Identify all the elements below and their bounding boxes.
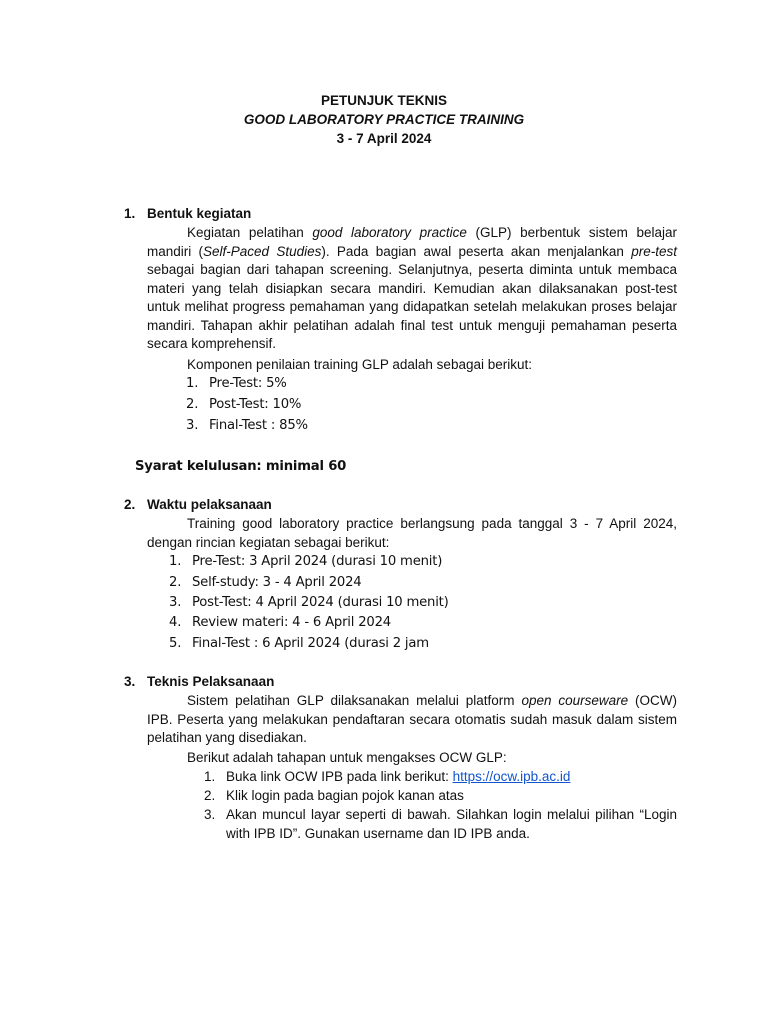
list-item: 1. Buka link OCW IPB pada link berikut: https://ocw.ipb.ac.id — [204, 769, 571, 784]
passing-requirement: Syarat kelulusan: minimal 60 — [135, 459, 347, 474]
section-1-heading — [124, 205, 251, 224]
list-item: 3. Post-Test: 4 April 2024 (durasi 10 menit) — [169, 595, 449, 610]
section-number: 1. — [124, 206, 136, 221]
list-item: 1. Pre-Test: 5% — [186, 376, 287, 391]
section-2-paragraph: Training good laboratory practice berlangsung pada tanggal 3 - 7 April 2024, dengan rincian kegiatan sebagai berikut: — [147, 516, 677, 550]
list-item: 4. Review materi: 4 - 6 April 2024 — [169, 615, 391, 630]
section-1-components-intro: Komponen penilaian training GLP adalah sebagai berikut: — [187, 357, 532, 372]
section-title: Bentuk kegiatan — [147, 206, 252, 221]
list-item: 3. — [204, 807, 216, 822]
doc-subtitle: GOOD LABORATORY PRACTICE TRAINING — [243, 112, 525, 127]
list-item: 5. Final-Test : 6 April 2024 (durasi 2 jam — [169, 636, 429, 651]
section-number: 2. — [124, 497, 136, 512]
list-item: 1. Pre-Test: 3 April 2024 (durasi 10 menit) — [169, 554, 443, 569]
section-2-heading — [124, 496, 272, 515]
section-3-steps-intro: Berikut adalah tahapan untuk mengakses OCW GLP: — [187, 750, 507, 765]
list-item: 3. Final-Test : 85% — [186, 418, 308, 433]
section-title: Waktu pelaksanaan — [147, 497, 272, 512]
section-1-paragraph: Kegiatan pelatihan good laboratory practice (GLP) berbentuk sistem belajar mandiri (Self-Paced Studies). Pada bagian awal peserta akan menjalankan pre-test sebagai bagian dari tahapan screening. Selanjutnya, peserta diminta untuk membaca materi yang telah disiapkan secara mandiri. Kemudian akan dilaksanakan post-test untuk melihat progress pemahaman yang didapatkan setelah melakukan proses belajar mandiri. Tahapan akhir pelatihan adalah final test untuk menguji pemahaman peserta secara komprehensif. — [147, 225, 677, 351]
list-item: 2. Klik login pada bagian pojok kanan atas — [204, 788, 464, 803]
doc-date: 3 - 7 April 2024 — [336, 131, 432, 146]
section-3-heading — [124, 673, 274, 692]
section-number: 3. — [124, 674, 136, 689]
section-3-paragraph: Sistem pelatihan GLP dilaksanakan melalui platform open courseware (OCW) IPB. Peserta yang melakukan pendaftaran secara otomatis sudah masuk dalam sistem pelatihan yang disediakan. — [147, 693, 678, 745]
list-item: 2. Post-Test: 10% — [186, 397, 302, 412]
list-item: 2. Self-study: 3 - 4 April 2024 — [169, 575, 362, 590]
section-title: Teknis Pelaksanaan — [147, 674, 275, 689]
ocw-link[interactable]: https://ocw.ipb.ac.id — [452, 769, 571, 784]
doc-title: PETUNJUK TEKNIS — [320, 93, 447, 108]
list-item-text: Akan muncul layar seperti di bawah. Silahkan login melalui pilihan “Login with IPB ID”. Gunakan username dan ID IPB anda. — [226, 807, 677, 841]
